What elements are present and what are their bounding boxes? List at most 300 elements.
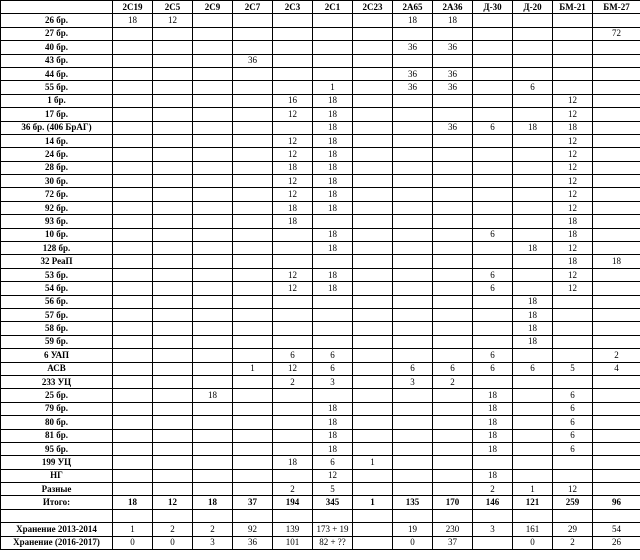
table-cell xyxy=(233,483,273,496)
table-cell xyxy=(353,201,393,214)
table-cell: 36 xyxy=(433,121,473,134)
column-header: 2С23 xyxy=(353,1,393,14)
row-label: 57 бр. xyxy=(1,308,113,321)
table-row xyxy=(1,335,640,348)
table-cell xyxy=(433,416,473,429)
row-label: 36 бр. (406 БрАГ) xyxy=(1,121,113,134)
table-cell xyxy=(433,335,473,348)
table-cell: 18 xyxy=(313,402,353,415)
table-cell xyxy=(353,362,393,375)
table-cell xyxy=(113,228,153,241)
table-cell xyxy=(513,469,553,482)
table-cell xyxy=(193,416,233,429)
table-cell xyxy=(193,27,233,40)
table-cell xyxy=(353,322,393,335)
table-cell: 18 xyxy=(313,228,353,241)
table-cell xyxy=(353,188,393,201)
table-row xyxy=(1,308,640,321)
table-cell xyxy=(473,41,513,54)
table-cell xyxy=(233,175,273,188)
table-cell xyxy=(593,295,640,308)
table-cell xyxy=(193,148,233,161)
table-cell xyxy=(353,483,393,496)
table-cell xyxy=(193,429,233,442)
table-cell xyxy=(513,41,553,54)
table-cell xyxy=(353,349,393,362)
header-corner xyxy=(1,1,113,14)
table-cell xyxy=(593,268,640,281)
table-cell xyxy=(193,54,233,67)
table-cell xyxy=(433,389,473,402)
table-cell xyxy=(593,121,640,134)
table-cell xyxy=(353,121,393,134)
table-cell xyxy=(233,121,273,134)
table-cell: 6 xyxy=(473,228,513,241)
table-cell xyxy=(113,268,153,281)
table-cell xyxy=(233,349,273,362)
table-cell xyxy=(113,469,153,482)
table-cell xyxy=(193,483,233,496)
table-cell xyxy=(473,322,513,335)
table-cell: 6 xyxy=(393,362,433,375)
table-cell xyxy=(113,442,153,455)
table-cell xyxy=(153,375,193,388)
table-cell: 18 xyxy=(313,416,353,429)
table-row xyxy=(1,27,640,40)
table-cell: 12 xyxy=(313,469,353,482)
table-cell xyxy=(593,81,640,94)
table-cell: 139 xyxy=(273,523,313,536)
table-cell xyxy=(593,215,640,228)
table-cell xyxy=(353,228,393,241)
table-cell xyxy=(513,108,553,121)
table-cell xyxy=(233,94,273,107)
table-cell xyxy=(473,242,513,255)
table-cell: 18 xyxy=(513,322,553,335)
table-cell xyxy=(153,188,193,201)
row-label: 56 бр. xyxy=(1,295,113,308)
table-row xyxy=(1,469,640,482)
table-cell xyxy=(193,295,233,308)
table-cell xyxy=(113,67,153,80)
table-cell xyxy=(113,215,153,228)
table-cell xyxy=(513,389,553,402)
table-cell xyxy=(433,134,473,147)
table-row xyxy=(1,402,640,415)
row-label: Хранение (2016-2017) xyxy=(1,536,113,549)
table-cell: 18 xyxy=(313,242,353,255)
table-cell xyxy=(113,308,153,321)
table-cell xyxy=(113,54,153,67)
table-cell xyxy=(593,175,640,188)
table-cell xyxy=(153,134,193,147)
table-cell: 18 xyxy=(553,228,593,241)
table-cell xyxy=(153,175,193,188)
table-cell xyxy=(433,255,473,268)
table-cell: 12 xyxy=(273,108,313,121)
row-label: 58 бр. xyxy=(1,322,113,335)
table-cell xyxy=(193,402,233,415)
table-cell xyxy=(273,429,313,442)
table-cell: 18 xyxy=(553,215,593,228)
table-cell: 12 xyxy=(553,175,593,188)
column-header: 2С7 xyxy=(233,1,273,14)
table-cell xyxy=(233,282,273,295)
table-cell: 12 xyxy=(553,148,593,161)
table-cell: 1 xyxy=(353,456,393,469)
table-cell xyxy=(473,255,513,268)
table-cell xyxy=(593,134,640,147)
table-cell xyxy=(473,81,513,94)
row-label: 40 бр. xyxy=(1,41,113,54)
row-label: 27 бр. xyxy=(1,27,113,40)
row-label: 92 бр. xyxy=(1,201,113,214)
table-cell xyxy=(353,81,393,94)
table-cell xyxy=(193,242,233,255)
table-cell: 3 xyxy=(313,375,353,388)
column-header: 2А65 xyxy=(393,1,433,14)
table-cell xyxy=(153,442,193,455)
row-label: 53 бр. xyxy=(1,268,113,281)
table-cell xyxy=(513,54,553,67)
table-cell xyxy=(553,375,593,388)
row-label: НГ xyxy=(1,469,113,482)
table-cell xyxy=(113,242,153,255)
table-cell: 36 xyxy=(433,41,473,54)
table-cell xyxy=(193,469,233,482)
table-cell xyxy=(233,375,273,388)
table-cell xyxy=(433,228,473,241)
table-cell xyxy=(513,188,553,201)
table-cell: 6 xyxy=(473,282,513,295)
table-cell: 18 xyxy=(473,469,513,482)
table-cell xyxy=(233,188,273,201)
table-cell: 6 xyxy=(473,268,513,281)
table-cell xyxy=(593,201,640,214)
table-cell xyxy=(433,469,473,482)
table-cell xyxy=(353,148,393,161)
column-header: 2С3 xyxy=(273,1,313,14)
table-cell xyxy=(593,108,640,121)
table-cell xyxy=(593,322,640,335)
table-cell xyxy=(353,295,393,308)
table-cell xyxy=(273,228,313,241)
table-cell xyxy=(513,67,553,80)
table-cell: 6 xyxy=(553,442,593,455)
table-cell xyxy=(233,108,273,121)
table-cell xyxy=(553,295,593,308)
row-label: 26 бр. xyxy=(1,14,113,27)
table-cell xyxy=(113,402,153,415)
empty-cell xyxy=(553,509,593,522)
table-cell: 0 xyxy=(393,536,433,549)
table-cell xyxy=(193,67,233,80)
table-cell xyxy=(113,121,153,134)
table-cell xyxy=(233,389,273,402)
table-cell xyxy=(593,456,640,469)
table-cell xyxy=(593,54,640,67)
storage-row xyxy=(1,523,640,536)
table-cell xyxy=(273,121,313,134)
table-cell xyxy=(153,242,193,255)
table-cell xyxy=(593,483,640,496)
table-cell xyxy=(353,14,393,27)
row-label: 25 бр. xyxy=(1,389,113,402)
table-cell: 161 xyxy=(513,523,553,536)
table-row xyxy=(1,483,640,496)
table-cell: 3 xyxy=(473,523,513,536)
row-label: 128 бр. xyxy=(1,242,113,255)
table-cell: 12 xyxy=(273,175,313,188)
table-cell xyxy=(593,429,640,442)
table-cell xyxy=(113,201,153,214)
table-cell xyxy=(353,335,393,348)
table-row xyxy=(1,349,640,362)
table-cell: 12 xyxy=(553,161,593,174)
table-cell: 345 xyxy=(313,496,353,509)
table-cell: 18 xyxy=(273,215,313,228)
table-cell: 37 xyxy=(433,536,473,549)
table-row xyxy=(1,282,640,295)
table-cell xyxy=(473,188,513,201)
table-cell xyxy=(193,335,233,348)
table-cell xyxy=(553,41,593,54)
table-cell xyxy=(273,322,313,335)
table-cell xyxy=(513,456,553,469)
row-label: 79 бр. xyxy=(1,402,113,415)
row-label: 28 бр. xyxy=(1,161,113,174)
table-cell: 0 xyxy=(153,536,193,549)
table-cell xyxy=(353,54,393,67)
table-cell: 1 xyxy=(313,81,353,94)
table-row xyxy=(1,442,640,455)
table-cell xyxy=(433,201,473,214)
table-cell xyxy=(393,188,433,201)
table-cell: 18 xyxy=(313,282,353,295)
table-cell xyxy=(593,67,640,80)
table-cell xyxy=(113,416,153,429)
column-header: 2А36 xyxy=(433,1,473,14)
table-cell xyxy=(513,416,553,429)
table-row xyxy=(1,215,640,228)
table-cell xyxy=(153,282,193,295)
table-cell: 18 xyxy=(553,121,593,134)
table-cell xyxy=(553,349,593,362)
table-cell xyxy=(113,362,153,375)
table-cell: 2 xyxy=(553,536,593,549)
table-cell xyxy=(433,295,473,308)
table-cell xyxy=(153,402,193,415)
table-cell: 5 xyxy=(553,362,593,375)
table-cell xyxy=(353,242,393,255)
table-cell xyxy=(593,228,640,241)
table-cell: 12 xyxy=(273,134,313,147)
table-cell xyxy=(513,429,553,442)
table-cell: 0 xyxy=(113,536,153,549)
table-cell xyxy=(153,41,193,54)
table-cell xyxy=(153,349,193,362)
table-cell: 0 xyxy=(513,536,553,549)
table-cell xyxy=(313,27,353,40)
table-cell xyxy=(553,335,593,348)
row-label: Разные xyxy=(1,483,113,496)
table-cell: 18 xyxy=(473,402,513,415)
table-cell: 36 xyxy=(393,67,433,80)
table-cell xyxy=(593,402,640,415)
table-cell xyxy=(113,41,153,54)
table-cell: 6 xyxy=(473,362,513,375)
table-cell xyxy=(553,456,593,469)
table-cell xyxy=(593,94,640,107)
table-cell xyxy=(553,54,593,67)
table-cell xyxy=(433,161,473,174)
table-cell xyxy=(513,282,553,295)
column-header: Д-20 xyxy=(513,1,553,14)
row-label: 55 бр. xyxy=(1,81,113,94)
table-cell: 6 xyxy=(433,362,473,375)
table-cell xyxy=(473,175,513,188)
table-cell xyxy=(393,429,433,442)
table-cell xyxy=(233,295,273,308)
table-cell: 29 xyxy=(553,523,593,536)
table-cell: 259 xyxy=(553,496,593,509)
table-cell xyxy=(433,456,473,469)
table-cell: 5 xyxy=(313,483,353,496)
table-cell: 12 xyxy=(273,188,313,201)
table-cell: 6 xyxy=(313,362,353,375)
row-label: 199 УЦ xyxy=(1,456,113,469)
table-cell xyxy=(433,322,473,335)
table-cell xyxy=(313,295,353,308)
table-cell: 18 xyxy=(313,148,353,161)
table-cell xyxy=(273,242,313,255)
table-cell xyxy=(193,161,233,174)
row-label: 93 бр. xyxy=(1,215,113,228)
table-cell xyxy=(473,148,513,161)
table-row xyxy=(1,161,640,174)
table-cell xyxy=(113,456,153,469)
table-cell xyxy=(273,295,313,308)
table-cell: 18 xyxy=(313,268,353,281)
table-row xyxy=(1,54,640,67)
table-row xyxy=(1,456,640,469)
table-cell xyxy=(513,161,553,174)
table-cell xyxy=(113,322,153,335)
table-cell: 1 xyxy=(513,483,553,496)
table-cell xyxy=(353,268,393,281)
table-cell xyxy=(553,308,593,321)
table-cell xyxy=(313,54,353,67)
table-cell: 18 xyxy=(513,121,553,134)
table-cell xyxy=(433,308,473,321)
empty-cell xyxy=(193,509,233,522)
table-cell xyxy=(353,27,393,40)
table-cell xyxy=(353,67,393,80)
table-cell xyxy=(233,268,273,281)
table-cell xyxy=(193,308,233,321)
table-cell xyxy=(393,134,433,147)
row-label: 6 УАП xyxy=(1,349,113,362)
table-cell xyxy=(193,175,233,188)
table-cell xyxy=(153,81,193,94)
table-cell xyxy=(433,282,473,295)
table-cell: 26 xyxy=(593,536,640,549)
table-cell xyxy=(353,416,393,429)
table-cell: 18 xyxy=(313,161,353,174)
table-row xyxy=(1,121,640,134)
row-label: 59 бр. xyxy=(1,335,113,348)
row-label: 1 бр. xyxy=(1,94,113,107)
spacer-row xyxy=(1,509,640,522)
table-cell: 18 xyxy=(313,429,353,442)
table-cell xyxy=(393,335,433,348)
empty-cell xyxy=(473,509,513,522)
table-cell: 6 xyxy=(553,389,593,402)
table-cell xyxy=(393,322,433,335)
table-cell xyxy=(393,255,433,268)
table-cell xyxy=(153,295,193,308)
table-cell xyxy=(273,81,313,94)
table-cell xyxy=(153,201,193,214)
table-cell: 6 xyxy=(473,121,513,134)
table-cell xyxy=(313,335,353,348)
table-cell: 2 xyxy=(433,375,473,388)
table-cell: 2 xyxy=(193,523,233,536)
table-cell xyxy=(353,161,393,174)
table-cell xyxy=(393,27,433,40)
storage-row xyxy=(1,536,640,549)
table-cell xyxy=(513,228,553,241)
table-cell xyxy=(193,362,233,375)
table-cell xyxy=(593,389,640,402)
table-row xyxy=(1,255,640,268)
table-cell: 72 xyxy=(593,27,640,40)
row-label: 17 бр. xyxy=(1,108,113,121)
table-cell xyxy=(433,349,473,362)
table-cell xyxy=(313,255,353,268)
table-cell xyxy=(353,255,393,268)
table-cell xyxy=(113,429,153,442)
table-cell xyxy=(113,94,153,107)
table-cell xyxy=(393,108,433,121)
table-cell xyxy=(273,335,313,348)
table-cell xyxy=(513,268,553,281)
table-cell xyxy=(313,14,353,27)
row-label: 44 бр. xyxy=(1,67,113,80)
table-cell xyxy=(353,389,393,402)
table-cell: 2 xyxy=(153,523,193,536)
row-label: 81 бр. xyxy=(1,429,113,442)
table-cell xyxy=(153,322,193,335)
table-cell xyxy=(153,215,193,228)
table-cell xyxy=(153,308,193,321)
table-cell xyxy=(593,242,640,255)
table-cell xyxy=(233,148,273,161)
table-cell xyxy=(233,201,273,214)
table-cell xyxy=(353,108,393,121)
table-cell: 3 xyxy=(193,536,233,549)
table-cell: 12 xyxy=(553,201,593,214)
table-row xyxy=(1,134,640,147)
table-cell xyxy=(433,442,473,455)
table-cell: 4 xyxy=(593,362,640,375)
table-cell xyxy=(433,242,473,255)
table-cell: 82 + ?? xyxy=(313,536,353,549)
table-cell xyxy=(473,134,513,147)
table-cell xyxy=(233,27,273,40)
table-cell xyxy=(473,295,513,308)
table-cell xyxy=(593,188,640,201)
